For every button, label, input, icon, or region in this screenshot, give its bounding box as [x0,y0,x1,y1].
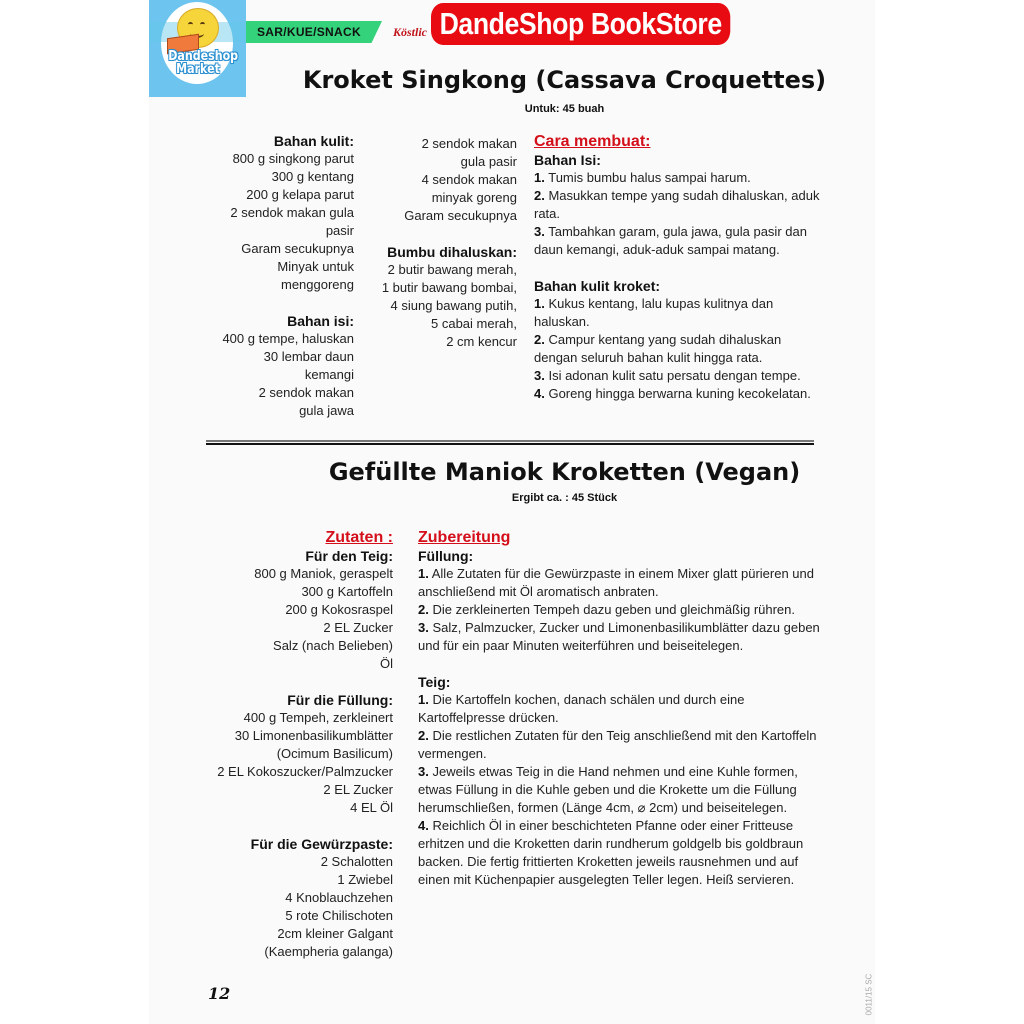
ingredient-line: Minyak untuk [277,259,354,274]
section-heading: Füllung: [418,548,474,564]
method-heading: Zubereitung [418,529,511,546]
ingredient-line: 2 EL Zucker [323,620,393,635]
ingredient-line: 2 EL Kokoszucker/Palmzucker [217,764,393,779]
method-step [534,223,824,259]
ingredient-line: 200 g Kokosraspel [285,602,393,617]
ingredient-line: 200 g kelapa parut [246,187,354,202]
step-number: 3. [418,620,429,635]
book-label: Köstlic [393,25,428,39]
ingredient-line: 2 cm kencur [446,334,517,349]
ingredient-line: 2cm kleiner Galgant [277,926,393,941]
section-heading: Für die Füllung: [287,692,393,708]
ingredient-line: 2 sendok makan gula [230,205,354,220]
method-step [418,763,828,817]
section-heading: Bumbu dihaluskan: [387,244,517,260]
method-step [534,295,824,331]
recipe1-method [534,133,824,403]
ingredients-heading: Zutaten : [325,529,393,546]
ingredient-line: Garam secukupnya [241,241,354,256]
step-text: Tambahkan garam, gula jawa, gula pasir dan daun kemangi, aduk-aduk sampai matang. [534,224,807,257]
ingredient-line: 4 EL Öl [350,800,393,815]
ingredient-line: (Ocimum Basilicum) [276,746,393,761]
step-text: Masukkan tempe yang sudah dihaluskan, aduk rata. [534,188,820,221]
step-number: 2. [534,188,545,203]
step-text: Die Kartoffeln kochen, danach schälen und durch eine Kartoffelpresse drücken. [418,692,745,725]
ingredient-line: 300 g Kartoffeln [301,584,393,599]
ingredient-line: 5 rote Chilischoten [285,908,393,923]
step-number: 1. [418,692,429,707]
recipe1-ingredients-col1 [205,132,354,420]
print-code: 0011/15 SC [864,973,874,1016]
section-heading: Bahan isi: [287,313,354,329]
method-step [418,691,828,727]
ingredient-line: 800 g Maniok, geraspelt [254,566,393,581]
ingredient-line: 4 Knoblauchzehen [285,890,393,905]
section-heading: Für den Teig: [305,548,393,564]
recipe1-title: Kroket Singkong (Cassava Croquettes) [302,66,827,94]
recipe2-ingredients [200,529,393,961]
ingredient-line: kemangi [304,367,354,382]
recipe1-yield: Untuk: 45 buah [524,103,605,115]
ingredient-line: 2 sendok makan [258,385,354,400]
section-heading: Für die Gewürzpaste: [250,836,393,852]
ingredient-line: Garam secukupnya [404,208,517,223]
ingredient-line: 800 g singkong parut [232,151,354,166]
ingredient-line: 30 lembar daun [263,349,354,364]
step-text: Alle Zutaten für die Gewürzpaste in einem Mixer glatt pürieren und anschließend mit Öl aromatisch anbraten. [418,566,814,599]
divider-line [206,440,814,442]
ingredient-line: 1 Zwiebel [337,872,393,887]
ingredient-line: 30 Limonenbasilikumblätter [234,728,393,743]
step-text: Die restlichen Zutaten für den Teig anschließend mit den Kartoffeln vermengen. [418,728,817,761]
step-number: 2. [534,332,545,347]
ingredient-line: Öl [380,656,393,671]
ingredient-line: 2 Schalotten [320,854,393,869]
method-step [418,601,828,619]
eye-icon [188,22,193,27]
section-heading: Teig: [418,674,451,690]
ingredient-line: menggoreng [281,277,354,292]
ingredient-line: 5 cabai merah, [431,316,517,331]
logo-text-line1: Dandeshop [168,49,239,64]
step-number: 3. [418,764,429,779]
ingredient-line: gula pasir [460,154,517,169]
logo-text-line2: Market [176,62,220,77]
step-number: 4. [418,818,429,833]
method-step [418,727,828,763]
ingredient-line: 4 sendok makan [421,172,517,187]
ingredient-line: (Kaempheria galanga) [264,944,393,959]
step-number: 3. [534,368,545,383]
ingredient-line: 2 EL Zucker [323,782,393,797]
step-number: 1. [534,296,545,311]
method-step [418,565,828,601]
recipe1-ingredients-col2 [360,135,517,351]
method-step [534,367,824,385]
step-number: 3. [534,224,545,239]
method-step [534,169,824,187]
divider-line [206,443,814,445]
section-heading: Bahan kulit: [273,133,354,149]
ingredient-line: pasir [325,223,354,238]
ingredient-line: 1 butir bawang bombai, [381,280,517,295]
category-banner-text: SAR/KUE/SNACK [257,25,361,39]
step-number: 4. [534,386,545,401]
recipe2-title: Gefüllte Maniok Kroketten (Vegan) [328,458,801,486]
step-number: 1. [534,170,545,185]
ingredient-line: 400 g Tempeh, zerkleinert [243,710,393,725]
ingredient-line: 4 siung bawang putih, [390,298,517,313]
ingredient-line: 300 g kentang [271,169,354,184]
step-text: Isi adonan kulit satu persatu dengan tempe. [548,368,801,383]
section-heading: Bahan Isi: [534,152,601,168]
ingredient-line: Salz (nach Belieben) [273,638,393,653]
step-text: Reichlich Öl in einer beschichteten Pfanne oder einer Fritteuse erhitzen und die Kroketten darin rundherum goldgelb bis goldbraun backen. Die fertig frittierten Kroketten jeweils rausnehmen und auf einen mit Küchenpapier ausgelegten Teller legen. Heiß servieren. [418,818,804,887]
store-badge: DandeShop BookStore [431,3,730,45]
step-number: 2. [418,728,429,743]
step-text: Salz, Palmzucker, Zucker und Limonenbasilikumblätter dazu geben und für ein paar Minuten weiterführen und beiseitelegen. [418,620,820,653]
step-number: 2. [418,602,429,617]
method-step [534,331,824,367]
ingredient-line: 2 butir bawang merah, [387,262,517,277]
method-step [534,385,824,403]
step-text: Kukus kentang, lalu kupas kulitnya dan haluskan. [534,296,774,329]
method-step [418,619,828,655]
ingredient-line: minyak goreng [431,190,517,205]
ingredient-line: gula jawa [299,403,354,418]
method-step [418,817,828,889]
method-heading: Cara membuat: [534,133,651,150]
step-text: Jeweils etwas Teig in die Hand nehmen und eine Kuhle formen, etwas Füllung in die Kuhle geben und die Krokette um die Füllung herumschließen, formen (Länge 4cm, ⌀ 2cm) und beiseitelegen. [418,764,798,815]
eye-icon [200,22,205,27]
step-text: Goreng hingga berwarna kuning kecokelatan. [548,386,811,401]
step-number: 1. [418,566,429,581]
recipe2-yield: Ergibt ca. : 45 Stück [511,492,618,504]
page-number: 12 [208,984,231,1003]
step-text: Campur kentang yang sudah dihaluskan dengan seluruh bahan kulit hingga rata. [534,332,782,365]
section-heading: Bahan kulit kroket: [534,278,661,294]
method-step [534,187,824,223]
recipe2-method [418,529,828,889]
ingredient-line: 2 sendok makan [421,136,517,151]
ingredient-line: 400 g tempe, haluskan [222,331,354,346]
step-text: Tumis bumbu halus sampai harum. [548,170,751,185]
step-text: Die zerkleinerten Tempeh dazu geben und gleichmäßig rühren. [432,602,796,617]
